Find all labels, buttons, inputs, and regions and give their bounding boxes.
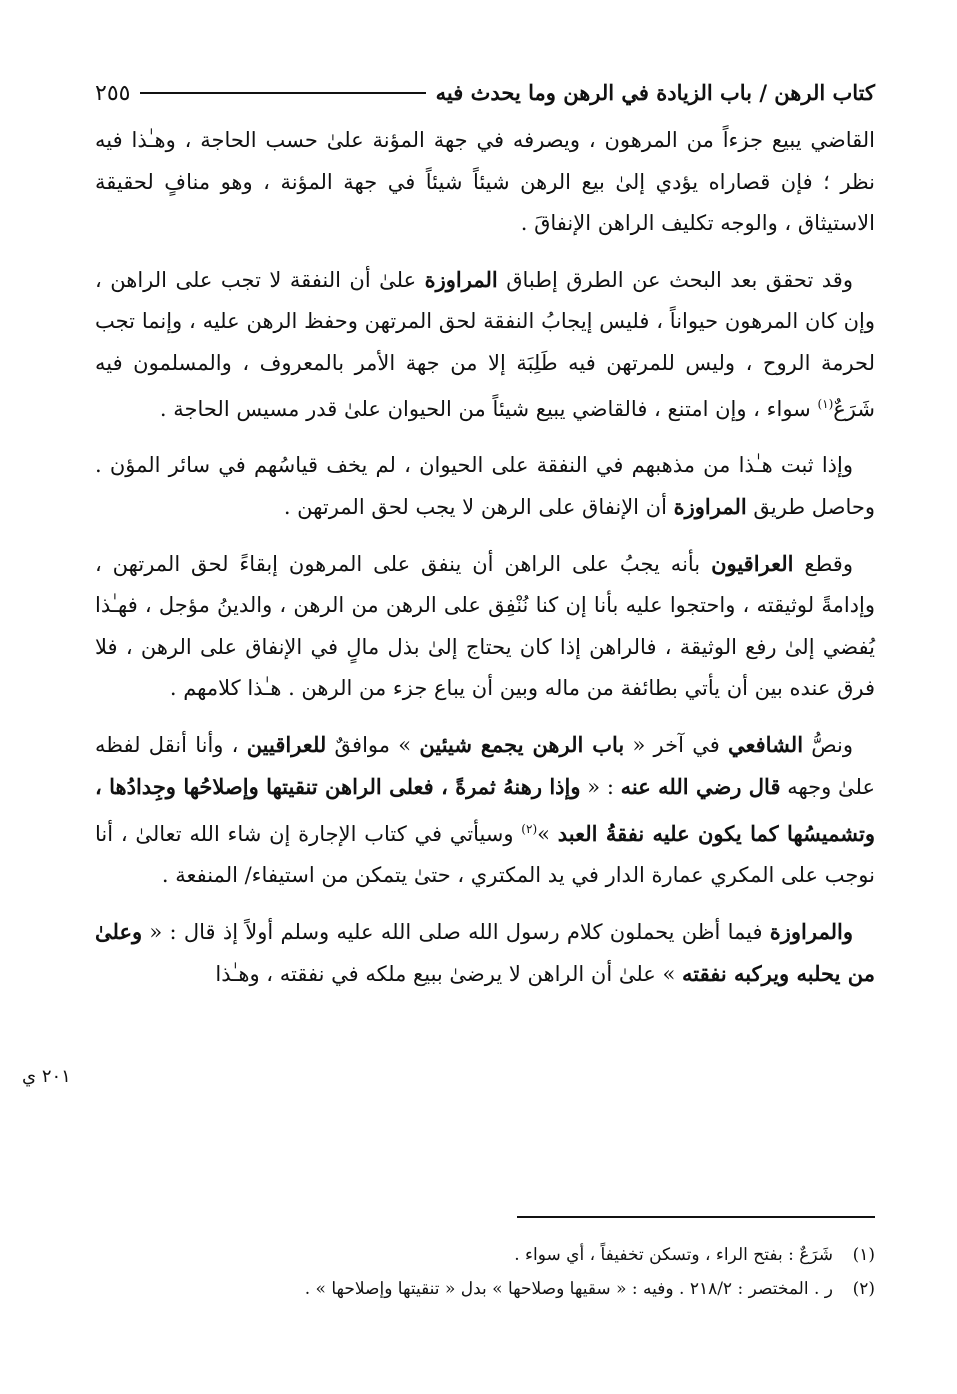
text-run: ونصُّ: [803, 732, 854, 757]
paragraph: [95, 911, 875, 996]
text-run: وقد تحقق بعد البحث عن الطرق إطباق: [497, 267, 853, 292]
text-run: علىٰ أن النفقة لا تجب على الراهن ، وإن كان المرهون حيواناً ، فليس إيجابُ النفقة لحق المرتهن وحفظ الرهن عليه ، وإنما تجب لحرمة الروح ، وليس للمرتهن فيه طَلِبَة إلا من جهة الأمر بالمعروف ، والمسلمون فيه شَرَعٌ: [95, 267, 876, 421]
bold-term: وعلىٰ من يحلبه ويركبه نفقته: [95, 918, 875, 986]
text-run: وإذا ثبت هـٰذا من مذهبهم في النفقة على الحيوان ، لم يخف قياسُهم في سائر المؤن . وحاصل طريق: [95, 452, 875, 519]
bold-term: المراوزة: [673, 494, 747, 519]
running-header: [95, 80, 875, 120]
footnote-number: (١): [852, 1245, 875, 1265]
text-run: وقطع: [793, 551, 853, 576]
footnote-ref: (٢): [521, 821, 538, 836]
text-run: ، وأنا أنقل لفظه علىٰ وجهه: [95, 732, 875, 799]
footnote-ref: (١): [817, 397, 834, 411]
text-run: » علىٰ أن الراهن لا يرضىٰ ببيع ملكه في نفقته ، وهـٰذا: [215, 962, 683, 986]
text-run: القاضي يبيع جزءاً من المرهون ، ويصرفه في جهة المؤنة علىٰ حسب الحاجة ، وهـٰذا فيه نظر ؛ فإن قصاراه يؤدي إلىٰ بيع الرهن شيئاً شيئاً في جهة المؤنة ، وهو منافٍ لحقيقة الاستيثاق ، والوجه تكليف الراهن الإنفاقَ .: [95, 128, 875, 235]
footnote-separator: [517, 1216, 875, 1218]
main-text: [95, 120, 875, 996]
bold-term: للعراقيين: [246, 731, 327, 757]
text-run: » موافقٌ: [326, 732, 420, 757]
text-run: بأنه يجبُ على الراهن أن ينفق على المرهون إبقاءً لحق المرتهن ، وإدامةً لوثيقته ، واحتجوا عليه بأنا إن كنا نُنْفِق على الرهن من الرهن ، والدينُ مؤجل ، فهـٰذا يُفضي إلىٰ رفع الوثيقة ، فالراهن إذا كان يحتاج إلىٰ بذل مالٍ في الإنفاق على الرهن ، فلا فرق عنده بين أن يأتي بطائفة من ماله وبين أن يباع جزء من الرهن . هـٰذا كلامهم .: [95, 551, 875, 700]
text-run: فيما أظن يحملون كلام رسول الله صلى الله عليه وسلم أولاً إذ قال : «: [142, 919, 770, 944]
paragraph: [95, 724, 875, 897]
footnotes: [95, 1238, 875, 1306]
paragraph: [95, 445, 875, 529]
text-run: في آخر «: [624, 732, 728, 757]
bold-term: قال رضي الله عنه: [620, 774, 781, 799]
footnote-number: (٢): [852, 1279, 875, 1299]
text-run: سواء ، وإن امتنع ، فالقاضي يبيع شيئاً من الحيوان علىٰ قدر مسيس الحاجة .: [159, 397, 818, 421]
footnote-text: شَرَعٌ : بفتح الراء ، وتسكن تخفيفاً ، أي سواء .: [514, 1245, 833, 1265]
bold-term: العراقيون: [711, 550, 794, 576]
bold-term: والمراوزة: [769, 918, 853, 944]
footnote-text: ر . المختصر : ٢١٨/٢ . وفيه : « سقيها وصلاحها » بدل « تنقيتها وإصلاحها » .: [304, 1279, 833, 1299]
paragraph: [95, 259, 875, 431]
bold-term: وإذا رهنهُ ثمرةً ، فعلى الراهن تنقيتها وإصلاحُها وجِدادُها ، وتشميسُها كما يكون عليه نفقةُ العبد: [95, 774, 876, 846]
bold-term: المراوزة: [424, 266, 498, 292]
page-body: [95, 80, 875, 1010]
paragraph: [95, 120, 875, 245]
bold-term: باب الرهن يجمع شيئين: [419, 731, 625, 757]
footnote-2: [95, 1272, 875, 1306]
paragraph: [95, 543, 875, 710]
text-run: : «: [580, 775, 621, 799]
header-rule: [140, 92, 425, 94]
margin-folio-note: ٢٠١ ي: [22, 1066, 71, 1087]
header-title: كتاب الرهن / باب الزيادة في الرهن وما يحدث فيه: [435, 80, 875, 105]
page-number: ٢٥٥: [95, 81, 131, 106]
text-run: »: [537, 821, 558, 846]
text-run: وسيأتي في كتاب الإجارة إن شاء الله تعالىٰ ، أنا نوجب على المكري عمارة الدار في يد المكتري ، حتىٰ يتمكن من استيفاء/ المنفعة .: [95, 821, 875, 887]
text-run: أن الإنفاق على الرهن لا يجب لحق المرتهن .: [283, 495, 674, 519]
footnote-1: [95, 1238, 875, 1272]
bold-term: الشافعي: [728, 731, 804, 757]
